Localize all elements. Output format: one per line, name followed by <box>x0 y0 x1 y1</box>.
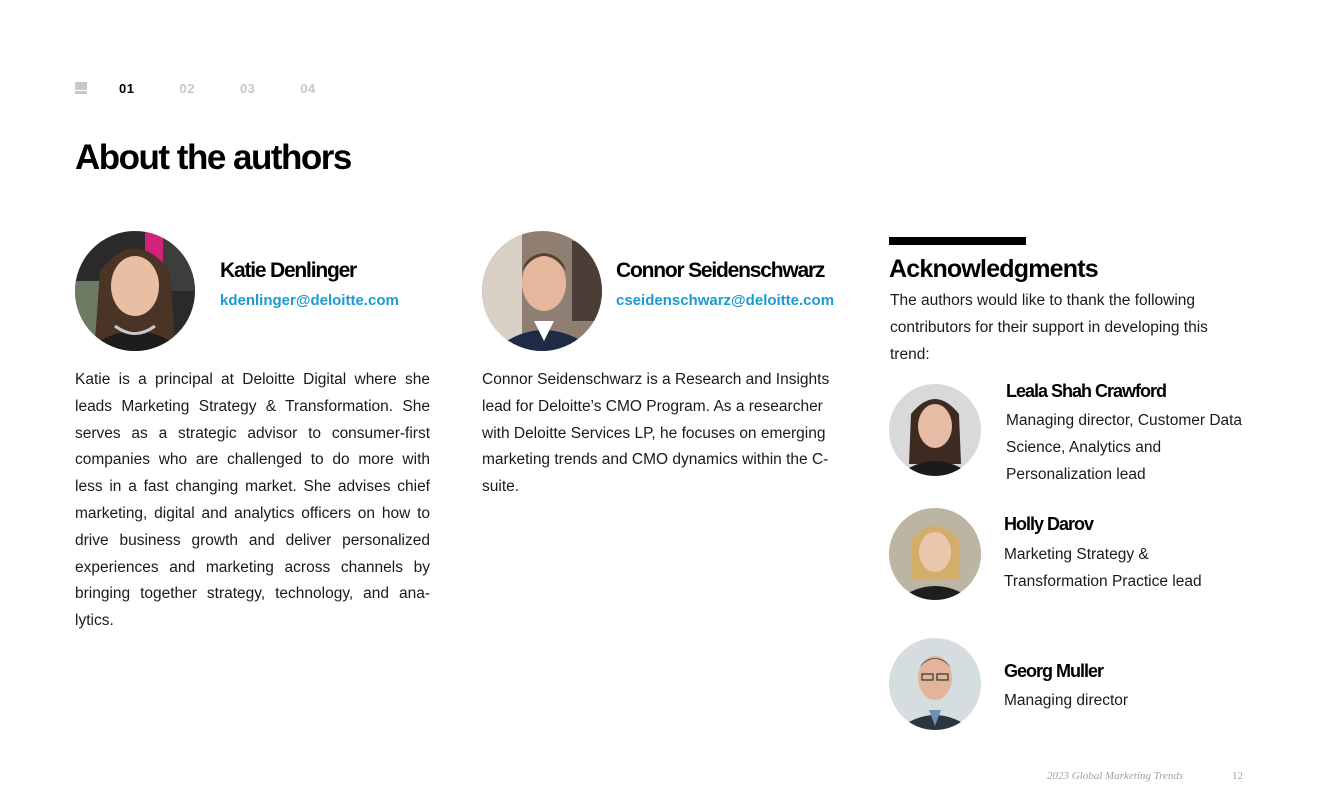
footer-publication-title: 2023 Global Marketing Trends <box>1047 770 1184 782</box>
author-bio: Katie is a principal at Deloitte Digital where she leads Marketing Strategy & Transformation. She serves as a strategic advisor to consumer-first companies who are challenged to do more with less in a fast changing market. She advises chief marketing, digital and analytics officers on how to drive business growth and deliver personalized experiences and marketing across channels by bringing together strategy, technology, and ana-lytics. <box>75 371 430 630</box>
contributor-photo-holly <box>889 508 981 600</box>
page-title: About the authors <box>75 138 351 177</box>
author-photo-connor <box>482 231 602 351</box>
contributor-role: Managing director <box>1004 692 1129 709</box>
author-photo-katie <box>75 231 195 351</box>
contributor-role: Marketing Strategy & Transformation Practice lead <box>1004 546 1202 590</box>
acknowledgments-title: Acknowledgments <box>889 255 1098 283</box>
author-name: Katie Denlinger <box>220 259 357 282</box>
contributor-role: Managing director, Customer Data Science, Analytics and Personalization lead <box>1006 412 1243 483</box>
section-divider-bar <box>889 237 1026 245</box>
contributor-name: Georg Muller <box>1004 661 1104 681</box>
contributor-photo-leala <box>889 384 981 476</box>
contributor-name: Holly Darov <box>1004 514 1094 534</box>
author-email-link[interactable]: kdenlinger@deloitte.com <box>220 292 399 309</box>
author-bio: Connor Seidenschwarz is a Research and Insights lead for Deloitte’s CMO Program. As a researcher with Deloitte Services LP, he focuses on emerging marketing trends and CMO dynamics within the C-suite. <box>482 371 830 496</box>
author-name: Connor Seidenschwarz <box>616 259 825 282</box>
contributor-name: Leala Shah Crawford <box>1006 381 1167 401</box>
author-email-link[interactable]: cseidenschwarz@deloitte.com <box>616 292 835 309</box>
nav-item-02[interactable]: 02 <box>179 80 195 96</box>
footer-page-number: 12 <box>1232 770 1243 782</box>
acknowledgments-intro: The authors would like to thank the following contributors for their support in developing this trend: <box>890 292 1208 363</box>
contributor-photo-georg <box>889 638 981 730</box>
nav-item-03[interactable]: 03 <box>239 80 256 96</box>
home-icon[interactable] <box>75 82 87 94</box>
nav-item-01[interactable]: 01 <box>119 80 135 96</box>
section-nav <box>75 80 361 96</box>
nav-item-04[interactable]: 04 <box>300 80 316 96</box>
